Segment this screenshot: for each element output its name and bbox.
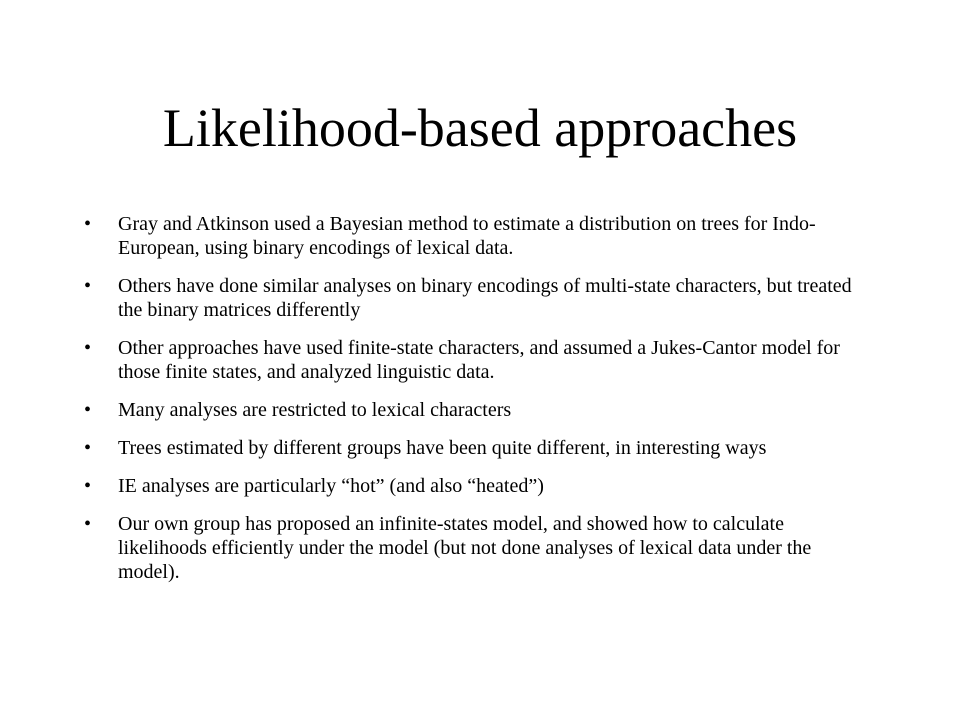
bullet-dot-icon: • bbox=[84, 399, 92, 421]
bullet-item bbox=[84, 274, 864, 322]
bullet-item bbox=[84, 336, 864, 384]
bullet-dot-icon: • bbox=[84, 213, 92, 235]
bullet-item bbox=[84, 436, 864, 460]
bullet-item bbox=[84, 398, 864, 422]
bullet-dot-icon: • bbox=[84, 513, 92, 535]
bullet-text: Many analyses are restricted to lexical characters bbox=[118, 399, 512, 421]
bullet-dot-icon: • bbox=[84, 475, 92, 497]
bullet-item bbox=[84, 512, 864, 584]
bullet-item bbox=[84, 474, 864, 498]
bullet-dot-icon: • bbox=[84, 437, 92, 459]
bullet-text: IE analyses are particularly “hot” (and also “heated”) bbox=[118, 475, 544, 497]
slide-title: Likelihood-based approaches bbox=[162, 98, 798, 158]
bullet-text: Other approaches have used finite-state characters, and assumed a Jukes-Cantor model for those finite states, and analyzed linguistic data. bbox=[118, 337, 840, 383]
bullet-text: Gray and Atkinson used a Bayesian method to estimate a distribution on trees for Indo-European, using binary encodings of lexical data. bbox=[118, 213, 816, 259]
bullet-dot-icon: • bbox=[84, 275, 92, 297]
bullet-text: Our own group has proposed an infinite-states model, and showed how to calculate likelihoods efficiently under the model (but not done analyses of lexical data under the model). bbox=[118, 513, 812, 583]
bullet-list bbox=[84, 212, 864, 598]
bullet-text: Trees estimated by different groups have been quite different, in interesting ways bbox=[118, 437, 767, 459]
bullet-text: Others have done similar analyses on binary encodings of multi-state characters, but treated the binary matrices differently bbox=[118, 275, 852, 321]
bullet-item bbox=[84, 212, 864, 260]
bullet-dot-icon: • bbox=[84, 337, 92, 359]
